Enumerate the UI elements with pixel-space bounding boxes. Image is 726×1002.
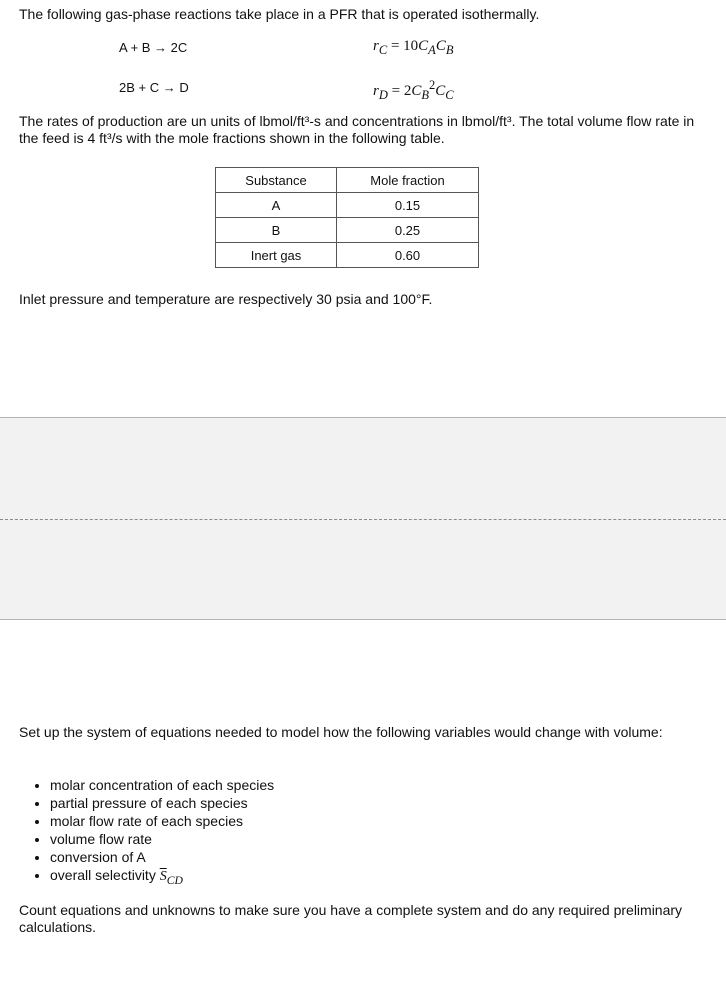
- intro-text: The following gas-phase reactions take place in a PFR that is operated isothermally.: [19, 6, 540, 22]
- reaction-2-rate-law: $r_D = 2C_B^2C_C$: [373, 78, 454, 102]
- table-row: [216, 218, 479, 243]
- table-cell: 0.60: [337, 243, 479, 268]
- variable-list: [32, 776, 274, 890]
- list-item: • conversion of A: [50, 848, 274, 866]
- conditions-text: Inlet pressure and temperature are respectively 30 psia and 100°F.: [19, 291, 433, 307]
- list-item: • volume flow rate: [50, 830, 274, 848]
- list-item: • overall selectivity $\overline{S}_{CD}$: [50, 866, 274, 890]
- table-row: [216, 243, 479, 268]
- reaction-2-equation: 2B + C → D: [119, 80, 189, 95]
- list-item: • molar flow rate of each species: [50, 812, 274, 830]
- reaction-1-equation: A + B → 2C: [119, 40, 188, 55]
- table-cell: A: [216, 193, 337, 218]
- table-cell: Inert gas: [216, 243, 337, 268]
- dashed-divider: [0, 519, 726, 520]
- mole-fraction-table: [215, 167, 479, 268]
- units-paragraph: The rates of production are un units of lbmol/ft³-s and concentrations in lbmol/ft³. The total volume flow rate in the feed is 4 ft³/s with the mole fractions shown in the following table.: [19, 113, 695, 146]
- table-row: [216, 193, 479, 218]
- table-cell: 0.25: [337, 218, 479, 243]
- table-cell: B: [216, 218, 337, 243]
- table-header: Mole fraction: [337, 168, 479, 193]
- reaction-1-rate-law: $r_C = 10C_AC_B$: [373, 38, 454, 57]
- closing-paragraph: Count equations and unknowns to make sure you have a complete system and do any required preliminary calculations.: [19, 902, 683, 935]
- page-separator-band: [0, 417, 726, 620]
- table-header-row: [216, 168, 479, 193]
- setup-paragraph: Set up the system of equations needed to model how the following variables would change with volume:: [19, 724, 663, 740]
- list-item: • molar concentration of each species: [50, 776, 274, 794]
- table-cell: 0.15: [337, 193, 479, 218]
- list-item: • partial pressure of each species: [50, 794, 274, 812]
- table-header: Substance: [216, 168, 337, 193]
